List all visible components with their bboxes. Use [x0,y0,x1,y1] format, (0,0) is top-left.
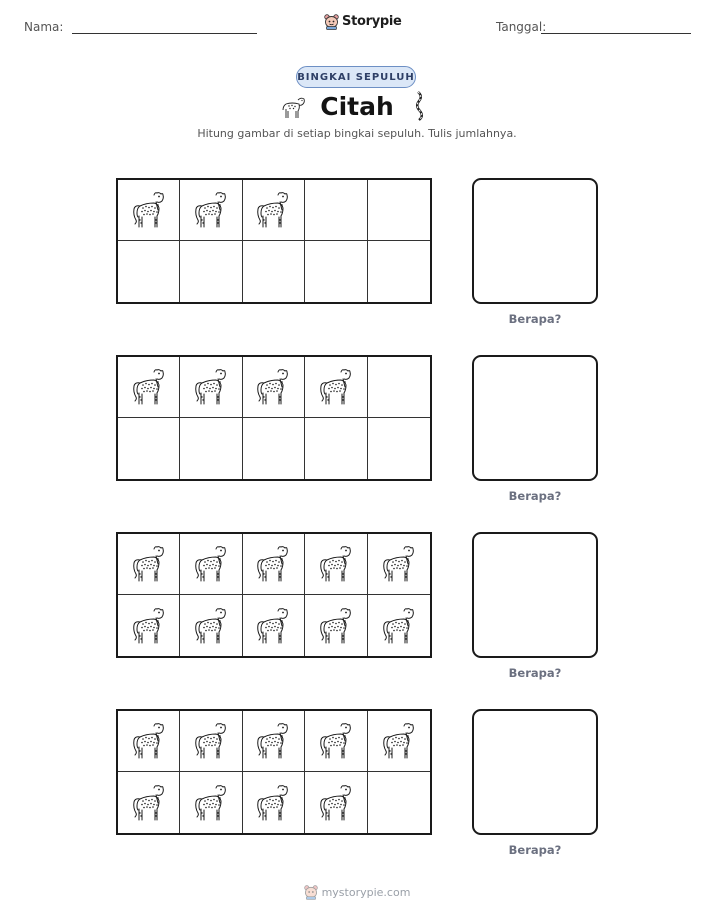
answer-label: Berapa? [508,489,562,503]
ten-frame-cell [118,711,180,772]
ten-frame-cell [180,772,242,833]
ten-frame-cell [368,595,430,656]
cheetah-tail-icon [412,90,426,122]
brand-name: Storypie [342,14,402,29]
answer-box[interactable] [472,532,598,658]
footer [0,884,714,900]
ten-frame-cell [368,357,430,418]
cheetah-icon [252,366,294,408]
cheetah-icon [315,605,357,647]
storypie-mascot-icon [324,13,339,30]
cheetah-icon [315,782,357,824]
cheetah-icon [190,366,232,408]
cheetah-icon [128,605,170,647]
section-badge: BINGKAI SEPULUH [296,66,416,88]
ten-frame-cell [368,534,430,595]
cheetah-icon [128,366,170,408]
ten-frame-cell [305,711,367,772]
cheetah-icon [315,366,357,408]
ten-frame-cell [118,772,180,833]
ten-frame [116,355,432,481]
cheetah-icon [252,189,294,231]
answer-box[interactable] [472,709,598,835]
ten-frame-cell [118,534,180,595]
ten-frame-cell [243,595,305,656]
cheetah-icon [315,720,357,762]
ten-frame-cell [305,534,367,595]
cheetah-icon [252,543,294,585]
answer-box[interactable] [472,178,598,304]
answer-label: Berapa? [508,843,562,857]
ten-frame-cell [180,180,242,241]
cheetah-icon [252,605,294,647]
ten-frame-cell [180,711,242,772]
cheetah-icon [128,782,170,824]
ten-frame-cell [118,241,180,302]
cheetah-icon [190,543,232,585]
ten-frame-cell [118,357,180,418]
cheetah-icon [190,782,232,824]
cheetah-icon [252,720,294,762]
ten-frame-cell [180,418,242,479]
ten-frame-cell [243,180,305,241]
storypie-mascot-icon [304,884,318,900]
ten-frame-cell [180,357,242,418]
cheetah-icon [378,720,420,762]
cheetah-icon [190,189,232,231]
name-line[interactable] [72,33,257,34]
cheetah-icon [315,543,357,585]
brand-logo [324,13,402,30]
cheetah-icon [190,720,232,762]
ten-frame-cell [243,241,305,302]
name-label: Nama: [24,20,64,34]
answer-box[interactable] [472,355,598,481]
title-row [0,90,714,126]
ten-frame-cell [368,418,430,479]
ten-frame-cell [118,180,180,241]
ten-frame-cell [305,595,367,656]
cheetah-icon [128,189,170,231]
ten-frame-cell [368,711,430,772]
ten-frame-cell [243,418,305,479]
ten-frame-cell [368,180,430,241]
ten-frame [116,178,432,304]
worksheet-title: Citah [320,92,394,121]
cheetah-icon [128,720,170,762]
cheetah-icon [190,605,232,647]
cheetah-icon [378,543,420,585]
date-line[interactable] [541,33,691,34]
ten-frame [116,532,432,658]
answer-label: Berapa? [508,666,562,680]
date-label: Tanggal: [496,20,547,34]
ten-frame-cell [305,357,367,418]
instruction-text: Hitung gambar di setiap bingkai sepuluh. Tulis jumlahnya. [197,127,517,140]
cheetah-icon [128,543,170,585]
ten-frame-cell [305,180,367,241]
worksheet-header [0,0,714,50]
ten-frame-cell [243,772,305,833]
ten-frame-cell [368,241,430,302]
ten-frame-cell [368,772,430,833]
cheetah-icon [252,782,294,824]
ten-frame-cell [305,772,367,833]
ten-frame-cell [305,418,367,479]
ten-frame-cell [305,241,367,302]
ten-frame-cell [180,595,242,656]
ten-frame-cell [243,711,305,772]
ten-frame-cell [180,534,242,595]
cheetah-icon [378,605,420,647]
ten-frame-cell [118,418,180,479]
answer-label: Berapa? [508,312,562,326]
ten-frame-cell [243,357,305,418]
ten-frame [116,709,432,835]
ten-frame-cell [243,534,305,595]
ten-frame-cell [180,241,242,302]
ten-frame-cell [118,595,180,656]
footer-site: mystorypie.com [321,885,411,899]
